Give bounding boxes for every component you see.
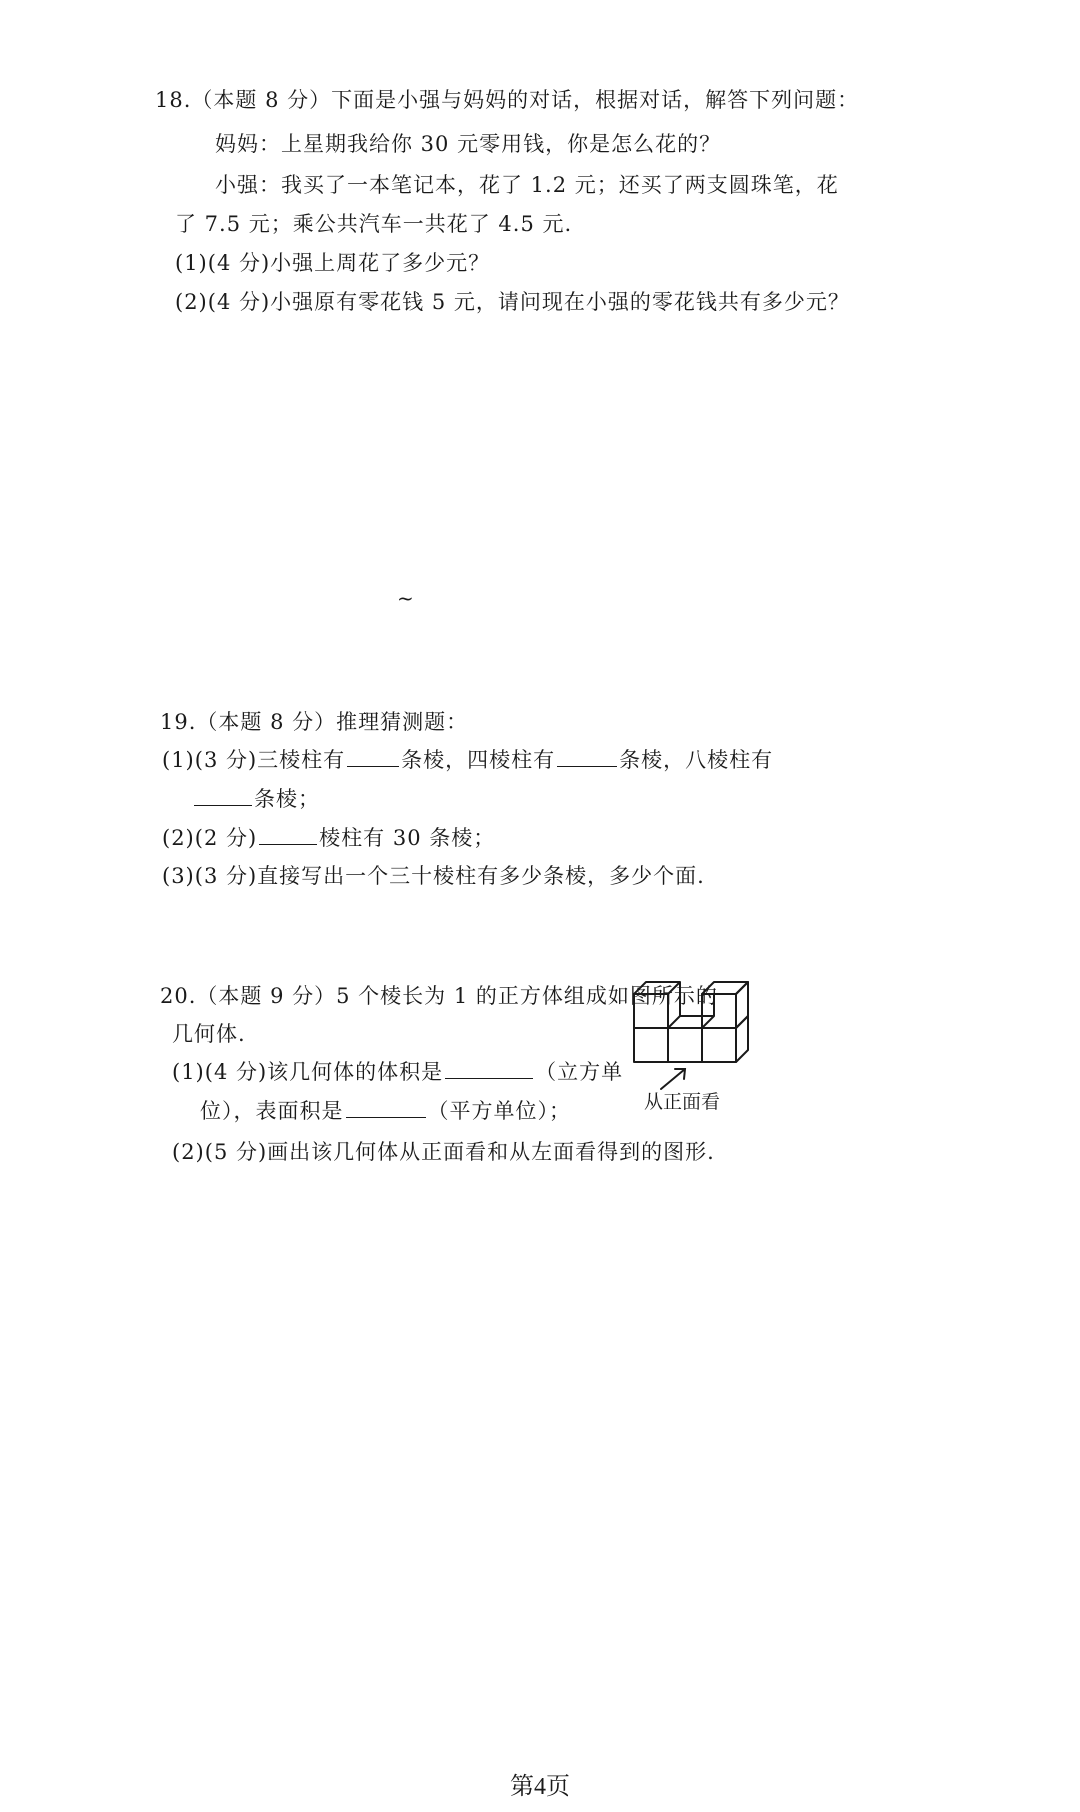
- q19-title: 19.（本题 8 分）推理猜测题：: [160, 710, 469, 734]
- q18-mom-line: 妈妈：上星期我给你 30 元零用钱，你是怎么花的？: [215, 132, 722, 156]
- q18-qiang-line-1: 小强：我买了一本笔记本，花了 1.2 元；还买了两支圆珠笔，花: [215, 173, 839, 197]
- cube-top-face-middle: [668, 1016, 714, 1028]
- stray-mark: ~: [397, 586, 414, 610]
- page-number: 第4页: [510, 1774, 570, 1800]
- q20-sub1-part-a: (1)(4 分)该几何体的体积是: [172, 1060, 444, 1084]
- q18-sub1: (1)(4 分)小强上周花了多少元？: [175, 251, 491, 275]
- answer-blank-volume[interactable]: [445, 1058, 533, 1079]
- q20-sub1-part-d: （平方单位）；: [427, 1099, 571, 1123]
- cube-lower-right: [702, 1028, 736, 1062]
- q20-sub1-line1: [172, 1058, 623, 1086]
- front-view-label: 从正面看: [644, 1091, 721, 1113]
- cube-solid-figure: [626, 972, 786, 1072]
- q19-sub1-part-b: 条棱，四棱柱有: [401, 748, 556, 772]
- cube-upper-left: [634, 994, 668, 1028]
- q19-sub2: [162, 824, 495, 852]
- answer-blank-triangular-prism[interactable]: [347, 746, 399, 767]
- q20-sub1-part-c: 位），表面积是: [200, 1099, 344, 1123]
- q19-sub2-part-a: (2)(2 分): [162, 826, 258, 850]
- q20-sub2: (2)(5 分)画出该几何体从正面看和从左面看得到的图形.: [172, 1140, 715, 1164]
- q20-title-line2: 几何体.: [172, 1022, 246, 1046]
- q19-sub2-part-b: 棱柱有 30 条棱；: [319, 826, 496, 850]
- q20-sub1-part-b: （立方单: [535, 1060, 624, 1084]
- cube-top-face-left: [634, 982, 680, 994]
- q18-sub2: (2)(4 分)小强原有零花钱 5 元，请问现在小强的零花钱共有多少元？: [175, 290, 850, 314]
- q19-sub1-part-c: 条棱，八棱柱有: [619, 748, 774, 772]
- q18-title: 18.（本题 8 分）下面是小强与妈妈的对话，根据对话，解答下列问题：: [155, 88, 860, 112]
- q19-sub1-part-a: (1)(3 分)三棱柱有: [162, 748, 346, 772]
- q18-qiang-line-2: 了 7.5 元；乘公共汽车一共花了 4.5 元.: [175, 212, 573, 236]
- view-direction-arrow-icon: [655, 1063, 695, 1093]
- q19-sub1-line2: [192, 785, 320, 813]
- q19-sub1-line1: [162, 746, 773, 774]
- q19-sub1-part-d: 条棱；: [254, 787, 320, 811]
- cube-side-face-lower-right: [736, 1016, 748, 1062]
- answer-blank-octagonal-prism[interactable]: [194, 785, 252, 806]
- answer-blank-surface-area[interactable]: [346, 1097, 426, 1118]
- answer-blank-prism-type[interactable]: [259, 824, 317, 845]
- q20-title-line1: 20.（本题 9 分）5 个棱长为 1 的正方体组成如图所示的: [160, 984, 718, 1008]
- q20-sub1-line2: [200, 1097, 571, 1125]
- q19-sub3: (3)(3 分)直接写出一个三十棱柱有多少条棱，多少个面.: [162, 864, 705, 888]
- cube-lower-middle: [668, 1028, 702, 1062]
- answer-blank-square-prism[interactable]: [557, 746, 617, 767]
- cube-lower-left: [634, 1028, 668, 1062]
